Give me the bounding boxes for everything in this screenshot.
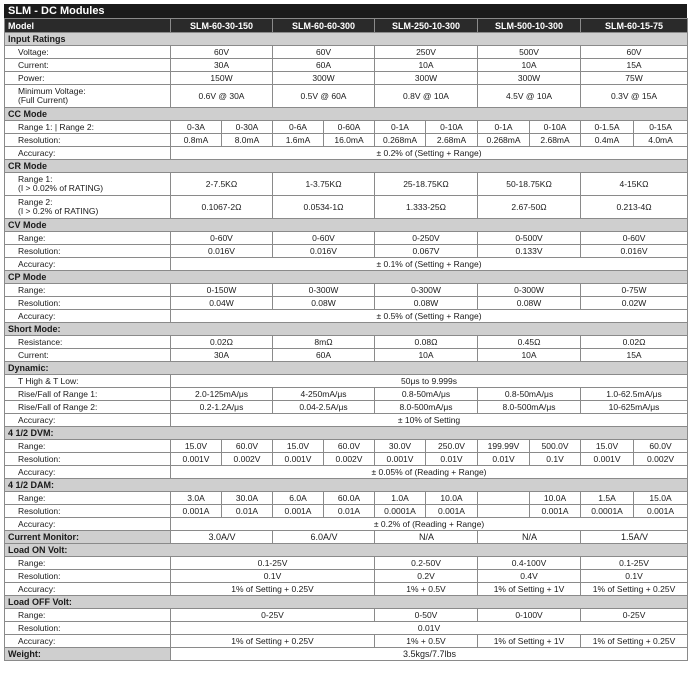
spec-row bbox=[5, 134, 688, 147]
spec-value: 1% + 0.5V bbox=[375, 583, 478, 596]
document-title: SLM - DC Modules bbox=[4, 4, 687, 18]
spec-value: 1% of Setting + 0.25V bbox=[171, 583, 375, 596]
spec-value: 0.016V bbox=[171, 245, 273, 258]
spec-row-label: Accuracy: bbox=[5, 414, 171, 427]
spec-row bbox=[5, 232, 688, 245]
spec-value: 1.0A bbox=[375, 492, 426, 505]
spec-value: 0.4mA bbox=[581, 134, 634, 147]
spec-row bbox=[5, 121, 688, 134]
spec-value: 0.133V bbox=[478, 245, 581, 258]
spec-row-label: Resolution: bbox=[5, 134, 171, 147]
spec-value: 0.1067-2Ω bbox=[171, 196, 273, 219]
spec-value: 250V bbox=[375, 46, 478, 59]
spec-value: 0-150W bbox=[171, 284, 273, 297]
spec-value: 0-1A bbox=[478, 121, 530, 134]
section-title: Short Mode: bbox=[5, 323, 688, 336]
spec-value: 0.213-4Ω bbox=[581, 196, 688, 219]
spec-value: 0-1.5A bbox=[581, 121, 634, 134]
spec-value: 10.0A bbox=[530, 492, 581, 505]
spec-row bbox=[5, 46, 688, 59]
spec-value: 1.5A bbox=[581, 492, 634, 505]
section-title: 4 1/2 DVM: bbox=[5, 427, 688, 440]
spec-value: 0.067V bbox=[375, 245, 478, 258]
spec-value: 2.67-50Ω bbox=[478, 196, 581, 219]
spec-row bbox=[5, 505, 688, 518]
spec-row bbox=[5, 284, 688, 297]
spec-value: 0.0001A bbox=[581, 505, 634, 518]
spec-row bbox=[5, 85, 688, 108]
spec-value: ± 10% of Setting bbox=[171, 414, 688, 427]
spec-value: 10A bbox=[478, 349, 581, 362]
spec-row bbox=[5, 492, 688, 505]
spec-value: 2.0-125mA/μs bbox=[171, 388, 273, 401]
spec-row-label: Rise/Fall of Range 1: bbox=[5, 388, 171, 401]
spec-value: 0.001V bbox=[375, 453, 426, 466]
spec-value: 2.68mA bbox=[426, 134, 478, 147]
spec-value: 60.0V bbox=[324, 440, 375, 453]
model-name: SLM-250-10-300 bbox=[375, 19, 478, 33]
spec-value: 0.8mA bbox=[171, 134, 222, 147]
spec-value: 0.1V bbox=[530, 453, 581, 466]
spec-value: 150W bbox=[171, 72, 273, 85]
section-title: CV Mode bbox=[5, 219, 688, 232]
spec-value: 10A bbox=[375, 59, 478, 72]
spec-value: 0.001V bbox=[273, 453, 324, 466]
section-title: CP Mode bbox=[5, 271, 688, 284]
spec-value: 0.04W bbox=[171, 297, 273, 310]
spec-value: 8.0-500mA/μs bbox=[375, 401, 478, 414]
spec-row bbox=[5, 622, 688, 635]
spec-row bbox=[5, 72, 688, 85]
spec-value: 50μs to 9.999s bbox=[171, 375, 688, 388]
spec-value: 0.2-1.2A/μs bbox=[171, 401, 273, 414]
spec-value: 1% of Setting + 0.25V bbox=[581, 583, 688, 596]
spec-value: 0.08W bbox=[273, 297, 375, 310]
spec-value: 0-250V bbox=[375, 232, 478, 245]
spec-row bbox=[5, 609, 688, 622]
spec-value: 0-300W bbox=[273, 284, 375, 297]
spec-row-label: Accuracy: bbox=[5, 635, 171, 648]
spec-value: 0.002V bbox=[222, 453, 273, 466]
spec-value: ± 0.2% of (Setting + Range) bbox=[171, 147, 688, 160]
spec-value: 0-10A bbox=[530, 121, 581, 134]
spec-value: 4.0mA bbox=[634, 134, 688, 147]
section-title: Input Ratings bbox=[5, 33, 688, 46]
spec-value: 0.002V bbox=[634, 453, 688, 466]
model-name: SLM-60-30-150 bbox=[171, 19, 273, 33]
spec-row-label: Resolution: bbox=[5, 245, 171, 258]
spec-row-label: Accuracy: bbox=[5, 466, 171, 479]
spec-value: 0.1V bbox=[581, 570, 688, 583]
spec-value: 0-60V bbox=[273, 232, 375, 245]
spec-value: 10.0A bbox=[426, 492, 478, 505]
spec-row-label: Resolution: bbox=[5, 297, 171, 310]
spec-value: 1.6mA bbox=[273, 134, 324, 147]
spec-value: 0-75W bbox=[581, 284, 688, 297]
spec-value: 1% + 0.5V bbox=[375, 635, 478, 648]
spec-value: 3.0A bbox=[171, 492, 222, 505]
spec-value: 0.001A bbox=[273, 505, 324, 518]
spec-value: 0-6A bbox=[273, 121, 324, 134]
spec-row-label-note: (I > 0.2% of RATING) bbox=[18, 206, 99, 216]
spec-row-label: Range: bbox=[5, 557, 171, 570]
spec-value: ± 0.1% of (Setting + Range) bbox=[171, 258, 688, 271]
spec-value: 60V bbox=[273, 46, 375, 59]
spec-value: 0.01A bbox=[222, 505, 273, 518]
spec-value: 1% of Setting + 1V bbox=[478, 583, 581, 596]
spec-value: 6.0A bbox=[273, 492, 324, 505]
spec-value: 0.01A bbox=[324, 505, 375, 518]
spec-value: 250.0V bbox=[426, 440, 478, 453]
spec-value: 0-500V bbox=[478, 232, 581, 245]
spec-row bbox=[5, 173, 688, 196]
spec-value: 0-60A bbox=[324, 121, 375, 134]
spec-row-label: Range 1: | Range 2: bbox=[5, 121, 171, 134]
spec-value: 300W bbox=[478, 72, 581, 85]
spec-row-label: Accuracy: bbox=[5, 147, 171, 160]
section-header-row bbox=[5, 160, 688, 173]
spec-row bbox=[5, 635, 688, 648]
spec-value: 0.08Ω bbox=[375, 336, 478, 349]
spec-value: 60.0A bbox=[324, 492, 375, 505]
spec-value: 60.0V bbox=[634, 440, 688, 453]
spec-value: 60V bbox=[171, 46, 273, 59]
spec-value: 0.3V @ 15A bbox=[581, 85, 688, 108]
model-name: SLM-60-15-75 bbox=[581, 19, 688, 33]
spec-value: 1% of Setting + 1V bbox=[478, 635, 581, 648]
spec-value: 0-300W bbox=[375, 284, 478, 297]
spec-value: 1% of Setting + 0.25V bbox=[581, 635, 688, 648]
spec-value: 0.5V @ 60A bbox=[273, 85, 375, 108]
section-header-row bbox=[5, 108, 688, 121]
spec-value: 0.1-25V bbox=[581, 557, 688, 570]
spec-value: 60.0V bbox=[222, 440, 273, 453]
spec-table bbox=[4, 18, 688, 661]
spec-value: 300W bbox=[375, 72, 478, 85]
spec-value: 199.99V bbox=[478, 440, 530, 453]
spec-value: 0-3A bbox=[171, 121, 222, 134]
spec-value: 30A bbox=[171, 349, 273, 362]
spec-row-label-line: Minimum Voltage: bbox=[18, 86, 86, 96]
spec-value: 30.0A bbox=[222, 492, 273, 505]
spec-row-label: Current: bbox=[5, 349, 171, 362]
spec-value: 0.02W bbox=[581, 297, 688, 310]
spec-value: 0.268mA bbox=[375, 134, 426, 147]
spec-value: 0.268mA bbox=[478, 134, 530, 147]
section-header-row bbox=[5, 596, 688, 609]
spec-value: 0.01V bbox=[426, 453, 478, 466]
section-header-row bbox=[5, 362, 688, 375]
spec-value: 1% of Setting + 0.25V bbox=[171, 635, 375, 648]
spec-value: ± 0.05% of (Reading + Range) bbox=[171, 466, 688, 479]
spec-value: 0.2-50V bbox=[375, 557, 478, 570]
spec-row-label: Accuracy: bbox=[5, 258, 171, 271]
spec-value: 15A bbox=[581, 59, 688, 72]
spec-row-label: Accuracy: bbox=[5, 583, 171, 596]
spec-value: 0-1A bbox=[375, 121, 426, 134]
spec-row-label: Voltage: bbox=[5, 46, 171, 59]
spec-value: 0-25V bbox=[581, 609, 688, 622]
section-header-row bbox=[5, 33, 688, 46]
spec-value: 0.6V @ 30A bbox=[171, 85, 273, 108]
spec-row-label-line: Range 2: bbox=[18, 197, 53, 207]
spec-value: 300W bbox=[273, 72, 375, 85]
spec-value: 6.0A/V bbox=[273, 531, 375, 544]
section-header-row bbox=[5, 648, 688, 661]
spec-value: 0.08W bbox=[478, 297, 581, 310]
section-header-row bbox=[5, 531, 688, 544]
spec-row bbox=[5, 401, 688, 414]
spec-value: 8mΩ bbox=[273, 336, 375, 349]
spec-value: 1.0-62.5mA/μs bbox=[581, 388, 688, 401]
spec-row-label: Resolution: bbox=[5, 570, 171, 583]
spec-row bbox=[5, 310, 688, 323]
spec-row bbox=[5, 375, 688, 388]
spec-row-label bbox=[5, 196, 171, 219]
spec-value: 4-250mA/μs bbox=[273, 388, 375, 401]
spec-value: 500V bbox=[478, 46, 581, 59]
spec-value: 0.8-50mA/μs bbox=[375, 388, 478, 401]
spec-row bbox=[5, 570, 688, 583]
spec-value: 0.4V bbox=[478, 570, 581, 583]
model-label: Model bbox=[5, 19, 171, 33]
spec-value: 16.0mA bbox=[324, 134, 375, 147]
spec-row bbox=[5, 147, 688, 160]
spec-value: 25-18.75KΩ bbox=[375, 173, 478, 196]
model-name: SLM-500-10-300 bbox=[478, 19, 581, 33]
spec-value: 0.016V bbox=[273, 245, 375, 258]
spec-row bbox=[5, 414, 688, 427]
spec-value: N/A bbox=[375, 531, 478, 544]
spec-value: 10A bbox=[375, 349, 478, 362]
section-header-row bbox=[5, 219, 688, 232]
spec-value: 15.0V bbox=[581, 440, 634, 453]
spec-value: 0-100V bbox=[478, 609, 581, 622]
spec-row bbox=[5, 518, 688, 531]
spec-value: 0.1V bbox=[171, 570, 375, 583]
spec-value: N/A bbox=[478, 531, 581, 544]
spec-value: ± 0.5% of (Setting + Range) bbox=[171, 310, 688, 323]
spec-row-label: Power: bbox=[5, 72, 171, 85]
spec-row-label: Range: bbox=[5, 492, 171, 505]
spec-body bbox=[5, 33, 688, 661]
spec-value bbox=[478, 505, 530, 518]
spec-value: 15.0V bbox=[273, 440, 324, 453]
spec-value: 0-10A bbox=[426, 121, 478, 134]
spec-row bbox=[5, 466, 688, 479]
section-title: Weight: bbox=[5, 648, 171, 661]
spec-value: 0-50V bbox=[375, 609, 478, 622]
spec-value bbox=[478, 492, 530, 505]
section-title: Load OFF Volt: bbox=[5, 596, 688, 609]
spec-value: 0.04-2.5A/μs bbox=[273, 401, 375, 414]
section-header-row bbox=[5, 323, 688, 336]
spec-value: 15.0V bbox=[171, 440, 222, 453]
spec-row-label bbox=[5, 173, 171, 196]
spec-row bbox=[5, 557, 688, 570]
spec-value: 1-3.75KΩ bbox=[273, 173, 375, 196]
spec-value: 60A bbox=[273, 349, 375, 362]
spec-row-label-note: (I > 0.02% of RATING) bbox=[18, 183, 104, 193]
spec-value: 0-25V bbox=[171, 609, 375, 622]
spec-row-label: Resolution: bbox=[5, 505, 171, 518]
spec-row-label: Resolution: bbox=[5, 453, 171, 466]
spec-value: 30A bbox=[171, 59, 273, 72]
spec-row bbox=[5, 245, 688, 258]
spec-row-label: Current: bbox=[5, 59, 171, 72]
spec-row-label bbox=[5, 85, 171, 108]
spec-row-label: Accuracy: bbox=[5, 518, 171, 531]
spec-value: 0.02Ω bbox=[581, 336, 688, 349]
section-title: Current Monitor: bbox=[5, 531, 171, 544]
spec-value: 0.001A bbox=[426, 505, 478, 518]
spec-value: 0.0534-1Ω bbox=[273, 196, 375, 219]
spec-row bbox=[5, 583, 688, 596]
spec-row bbox=[5, 297, 688, 310]
spec-value: 0.001A bbox=[530, 505, 581, 518]
spec-value: 0.2V bbox=[375, 570, 478, 583]
model-name: SLM-60-60-300 bbox=[273, 19, 375, 33]
section-title: Load ON Volt: bbox=[5, 544, 688, 557]
spec-value: 0.01V bbox=[171, 622, 688, 635]
spec-value: 30.0V bbox=[375, 440, 426, 453]
spec-row-label: Range: bbox=[5, 284, 171, 297]
spec-value: 10-625mA/μs bbox=[581, 401, 688, 414]
spec-value: 0.8-50mA/μs bbox=[478, 388, 581, 401]
spec-value: 50-18.75KΩ bbox=[478, 173, 581, 196]
spec-value: 0.001A bbox=[634, 505, 688, 518]
spec-value: 0.001A bbox=[171, 505, 222, 518]
section-header-row bbox=[5, 479, 688, 492]
spec-row-label: T High & T Low: bbox=[5, 375, 171, 388]
spec-row bbox=[5, 196, 688, 219]
spec-value: 0.02Ω bbox=[171, 336, 273, 349]
spec-value: 500.0V bbox=[530, 440, 581, 453]
spec-row-label-line: Range 1: bbox=[18, 174, 53, 184]
spec-value: 1.333-25Ω bbox=[375, 196, 478, 219]
section-title: CC Mode bbox=[5, 108, 688, 121]
spec-value: 10A bbox=[478, 59, 581, 72]
spec-value: 75W bbox=[581, 72, 688, 85]
spec-value: 0-30A bbox=[222, 121, 273, 134]
spec-row-label: Range: bbox=[5, 232, 171, 245]
spec-row-label: Range: bbox=[5, 609, 171, 622]
spec-value: 2.68mA bbox=[530, 134, 581, 147]
spec-value: 0.001V bbox=[171, 453, 222, 466]
spec-value: 8.0mA bbox=[222, 134, 273, 147]
spec-value: ± 0.2% of (Reading + Range) bbox=[171, 518, 688, 531]
spec-row bbox=[5, 336, 688, 349]
spec-value: 0.016V bbox=[581, 245, 688, 258]
spec-value: 0.0001A bbox=[375, 505, 426, 518]
spec-value: 60V bbox=[581, 46, 688, 59]
spec-value: 0.8V @ 10A bbox=[375, 85, 478, 108]
section-header-row bbox=[5, 544, 688, 557]
section-title: CR Mode bbox=[5, 160, 688, 173]
spec-row bbox=[5, 258, 688, 271]
spec-row-label: Rise/Fall of Range 2: bbox=[5, 401, 171, 414]
section-title: 4 1/2 DAM: bbox=[5, 479, 688, 492]
section-title: Dynamic: bbox=[5, 362, 688, 375]
spec-value: 0.001V bbox=[581, 453, 634, 466]
spec-value: 0.08W bbox=[375, 297, 478, 310]
spec-value: 2-7.5KΩ bbox=[171, 173, 273, 196]
spec-value: 0-300W bbox=[478, 284, 581, 297]
spec-value: 4.5V @ 10A bbox=[478, 85, 581, 108]
spec-value: 0.002V bbox=[324, 453, 375, 466]
header-row bbox=[5, 19, 688, 33]
spec-row bbox=[5, 59, 688, 72]
spec-row-label: Range: bbox=[5, 440, 171, 453]
spec-row bbox=[5, 388, 688, 401]
spec-value: 0.45Ω bbox=[478, 336, 581, 349]
spec-value: 0.4-100V bbox=[478, 557, 581, 570]
spec-value: 8.0-500mA/μs bbox=[478, 401, 581, 414]
spec-value: 0.01V bbox=[478, 453, 530, 466]
spec-row-label: Resolution: bbox=[5, 622, 171, 635]
spec-value: 3.5kgs/7.7lbs bbox=[171, 648, 688, 661]
spec-row bbox=[5, 440, 688, 453]
spec-value: 0.1-25V bbox=[171, 557, 375, 570]
spec-value: 0-60V bbox=[171, 232, 273, 245]
section-header-row bbox=[5, 271, 688, 284]
spec-value: 15A bbox=[581, 349, 688, 362]
spec-row bbox=[5, 453, 688, 466]
spec-row-label: Accuracy: bbox=[5, 310, 171, 323]
spec-value: 0-15A bbox=[634, 121, 688, 134]
section-header-row bbox=[5, 427, 688, 440]
spec-row-label: Resistance: bbox=[5, 336, 171, 349]
spec-value: 1.5A/V bbox=[581, 531, 688, 544]
spec-value: 4-15KΩ bbox=[581, 173, 688, 196]
spec-value: 0-60V bbox=[581, 232, 688, 245]
spec-value: 15.0A bbox=[634, 492, 688, 505]
spec-row bbox=[5, 349, 688, 362]
spec-value: 60A bbox=[273, 59, 375, 72]
spec-value: 3.0A/V bbox=[171, 531, 273, 544]
spec-row-label-note: (Full Current) bbox=[18, 95, 69, 105]
